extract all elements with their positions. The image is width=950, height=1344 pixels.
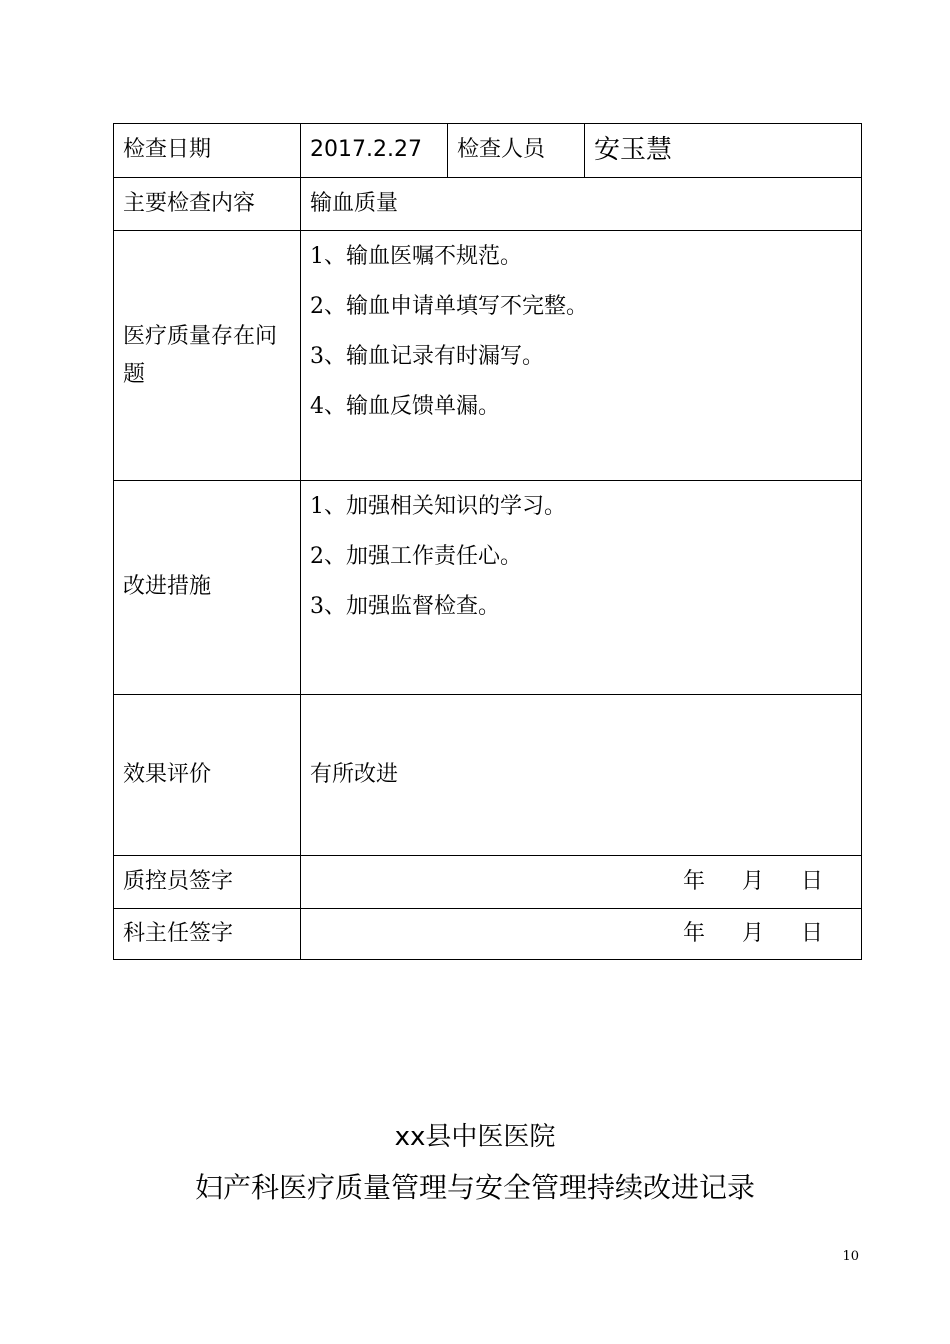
director-sign-date bbox=[301, 909, 862, 960]
effect-value: 有所改进 bbox=[301, 695, 862, 856]
content-label: 主要检查内容 bbox=[114, 178, 301, 231]
content-value: 输血质量 bbox=[301, 178, 862, 231]
measure-item: 2、加强工作责任心。 bbox=[310, 544, 522, 569]
problem-item: 1、输血医嘱不规范。 bbox=[310, 244, 522, 269]
measures-list bbox=[301, 481, 862, 695]
problem-item: 4、输血反馈单漏。 bbox=[310, 394, 500, 419]
month-label: 月 bbox=[741, 868, 764, 894]
director-sign-row bbox=[114, 909, 862, 960]
hospital-name: xx县中医医院 bbox=[394, 1122, 556, 1152]
year-label: 年 bbox=[682, 920, 705, 946]
month-label: 月 bbox=[741, 920, 764, 946]
qc-sign-row bbox=[114, 856, 862, 909]
problems-list bbox=[301, 231, 862, 481]
problems-row bbox=[114, 231, 862, 481]
qc-sign-label: 质控员签字 bbox=[114, 856, 301, 909]
measure-item: 3、加强监督检查。 bbox=[310, 594, 500, 619]
problem-item: 2、输血申请单填写不完整。 bbox=[310, 294, 588, 319]
date-label: 检查日期 bbox=[114, 124, 301, 178]
date-row bbox=[114, 124, 862, 178]
problems-label-text: 医疗质量存在问题 bbox=[123, 323, 278, 387]
problem-item: 3、输血记录有时漏写。 bbox=[310, 344, 544, 369]
inspector-label: 检查人员 bbox=[448, 124, 585, 178]
director-sign-label: 科主任签字 bbox=[114, 909, 301, 960]
improvement-record-table bbox=[113, 123, 862, 960]
measure-item: 1、加强相关知识的学习。 bbox=[310, 494, 566, 519]
day-label: 日 bbox=[800, 868, 823, 894]
content-row bbox=[114, 178, 862, 231]
measures-row bbox=[114, 481, 862, 695]
measures-label: 改进措施 bbox=[114, 481, 301, 695]
problems-label bbox=[114, 231, 301, 481]
inspector-value: 安玉慧 bbox=[585, 124, 862, 178]
qc-sign-date bbox=[301, 856, 862, 909]
day-label: 日 bbox=[800, 920, 823, 946]
effect-row bbox=[114, 695, 862, 856]
record-title: 妇产科医疗质量管理与安全管理持续改进记录 bbox=[194, 1171, 755, 1204]
page-number: 10 bbox=[842, 1249, 859, 1264]
year-label: 年 bbox=[682, 868, 705, 894]
date-value: 2017.2.27 bbox=[301, 124, 448, 178]
effect-label: 效果评价 bbox=[114, 695, 301, 856]
